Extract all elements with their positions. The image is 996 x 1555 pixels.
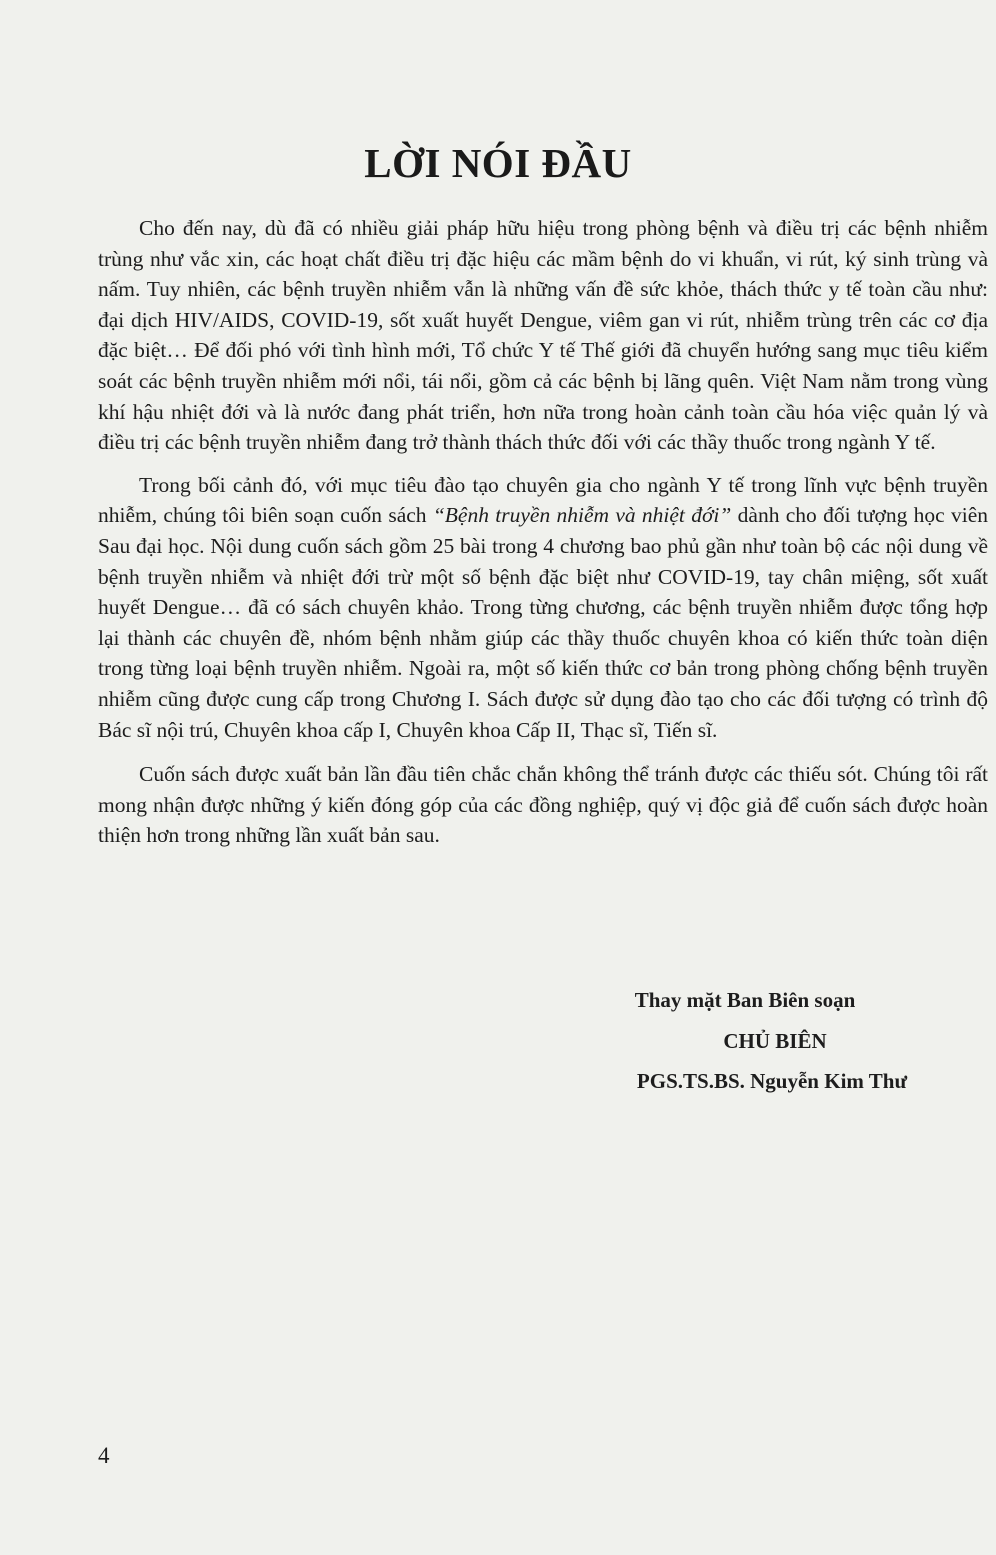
paragraph-2 [98,470,988,745]
paragraph-3: Cuốn sách được xuất bản lần đầu tiên chắc chắn không thể tránh được các thiếu sót. Chúng tôi rất mong nhận được những ý kiến đóng góp của các đồng nghiệp, quý vị độc giả để cuốn sách được hoàn thiện hơn trong những lần xuất bản sau. [98,762,988,848]
paragraph-2-rest: dành cho đối tượng học viên Sau đại học. Nội dung cuốn sách gồm 25 bài trong 4 chương bao phủ gần như toàn bộ các nội dung về bệnh truyền nhiễm và nhiệt đới trừ một số bệnh đặc biệt như COVID-19, tay chân miệng, sốt xuất huyết Dengue… đã có sách chuyên khảo. Trong từng chương, các bệnh truyền nhiễm được tổng hợp lại thành các chuyên đề, nhóm bệnh nhằm giúp các thầy thuốc chuyên khoa có kiến thức toàn diện trong từng loại bệnh truyền nhiễm. Ngoài ra, một số kiến thức cơ bản trong phòng chống bệnh truyền nhiễm cũng được cung cấp trong Chương I. Sách được sử dụng đào tạo cho các đối tượng có trình độ Bác sĩ nội trú, Chuyên khoa cấp I, Chuyên khoa Cấp II, Thạc sĩ, Tiến sĩ. [98,503,988,742]
paragraph-2-intro: Trong bối cảnh đó, với mục tiêu đào tạo chuyên gia cho ngành Y tế trong lĩnh vực bệnh truyền nhiễm, chúng tôi biên soạn cuốn sách [98,472,988,528]
book-title-italic: “Bệnh truyền nhiễm và nhiệt đới” [432,503,732,528]
preface-body [98,213,988,863]
signature-name: PGS.TS.BS. Nguyễn Kim Thư [636,1069,908,1093]
page-number: 4 [98,1443,110,1468]
signature-role: CHỦ BIÊN [723,1029,827,1053]
page-title: LỜI NÓI ĐẦU [364,140,632,187]
paragraph-1: Cho đến nay, dù đã có nhiều giải pháp hữu hiệu trong phòng bệnh và điều trị các bệnh nhiễm trùng như vắc xin, các hoạt chất điều trị đặc hiệu các mầm bệnh do vi khuẩn, vi rút, ký sinh trùng và nấm. Tuy nhiên, các bệnh truyền nhiễm vẫn là những vấn đề sức khỏe, thách thức y tế toàn cầu như: đại dịch HIV/AIDS, COVID-19, sốt xuất huyết Dengue, viêm gan vi rút, nhiễm trùng trên các cơ địa đặc biệt… Để đối phó với tình hình mới, Tổ chức Y tế Thế giới đã chuyển hướng sang mục tiêu kiểm soát các bệnh truyền nhiễm mới nổi, tái nổi, gồm cả các bệnh bị lãng quên. Việt Nam nằm trong vùng khí hậu nhiệt đới và là nước đang phát triển, hơn nữa trong hoàn cảnh toàn cầu hóa việc quản lý và điều trị các bệnh truyền nhiễm đang trở thành thách thức đối với các thầy thuốc trong ngành Y tế. [98,216,988,455]
signature-on-behalf: Thay mặt Ban Biên soạn [634,988,856,1012]
